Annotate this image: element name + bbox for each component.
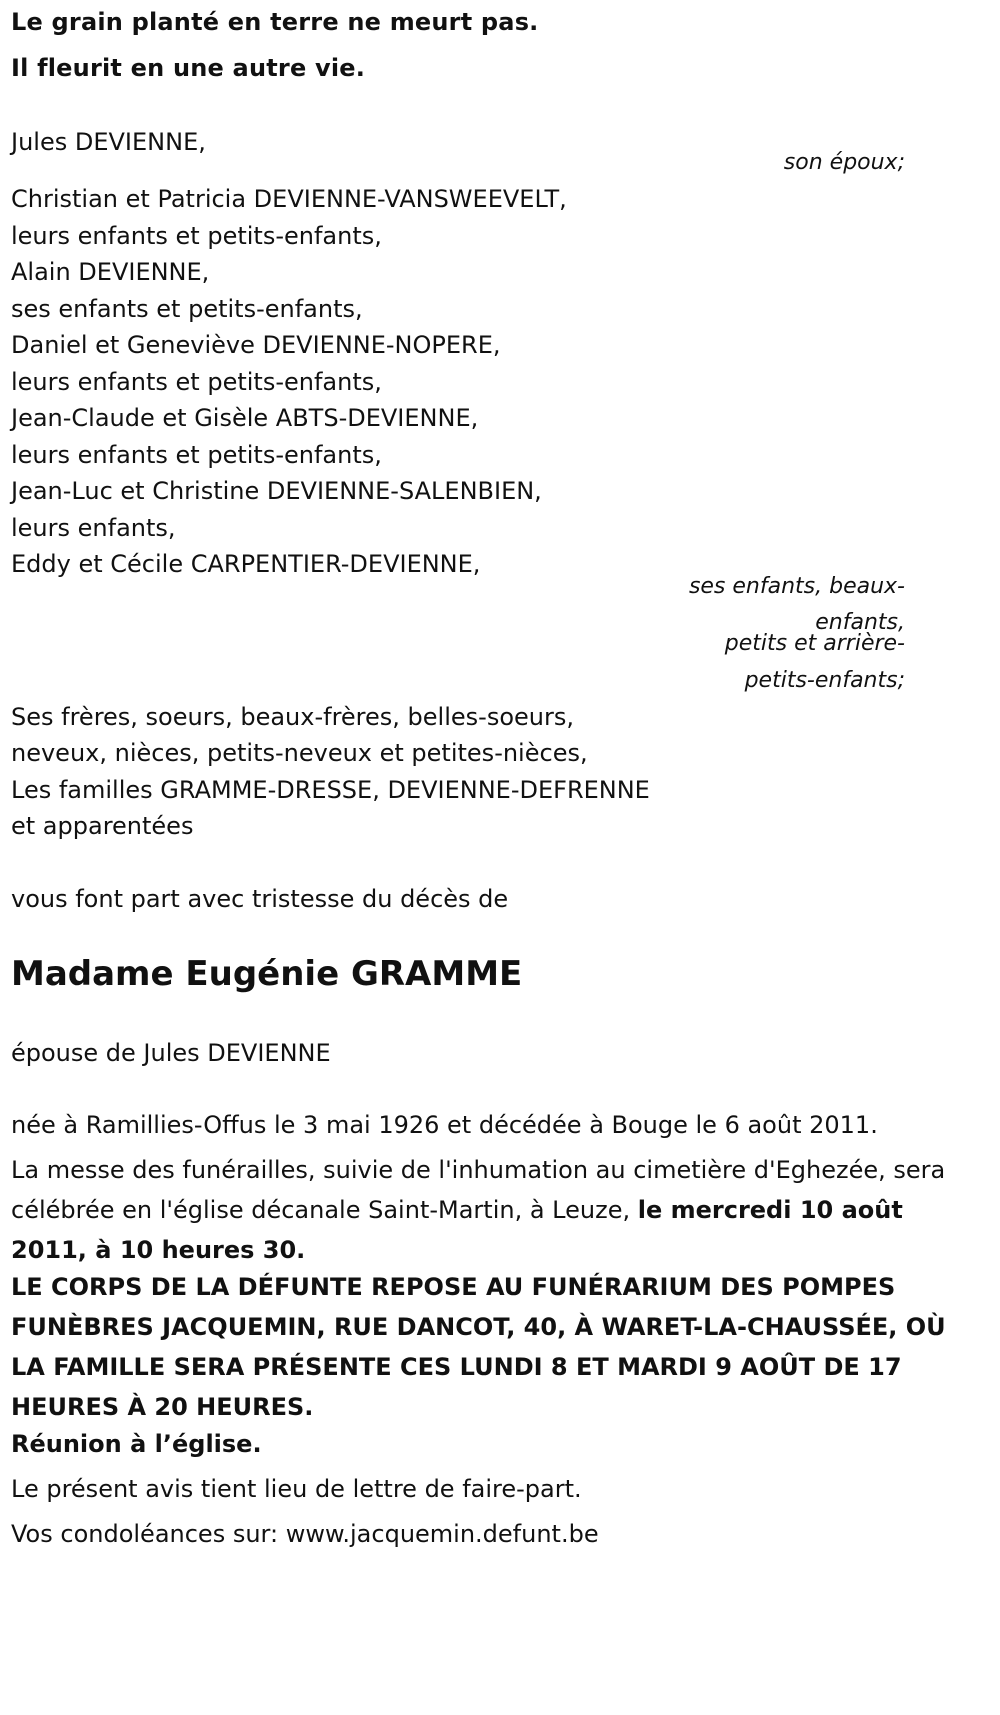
spouse-role: son époux;: [783, 150, 905, 175]
children-role-line-1: ses enfants, beaux-: [688, 574, 905, 599]
deceased-spouse-of: épouse de Jules DEVIENNE: [11, 1039, 331, 1067]
children-role-line-4: petits-enfants;: [744, 668, 905, 693]
children-line: Eddy et Cécile CARPENTIER-DEVIENNE,: [11, 550, 481, 578]
children-line: Jean-Claude et Gisèle ABTS-DEVIENNE,: [11, 404, 479, 432]
condolences-link[interactable]: Vos condoléances sur: www.jacquemin.defunt.be: [11, 1520, 599, 1548]
relatives-line: et apparentées: [11, 812, 194, 840]
children-line: leurs enfants,: [11, 514, 176, 542]
relatives-line: Ses frères, soeurs, beaux-frères, belles-soeurs,: [11, 703, 574, 731]
meeting-note: Réunion à l’église.: [11, 1430, 262, 1458]
relatives-line: neveux, nièces, petits-neveux et petites-nièces,: [11, 739, 588, 767]
children-line: Daniel et Geneviève DEVIENNE-NOPERE,: [11, 331, 501, 359]
faire-part-notice: Le présent avis tient lieu de lettre de faire-part.: [11, 1475, 582, 1503]
funeral-date: le mercredi 10 août 2011, à 10 heures 30.: [11, 1196, 903, 1264]
funeral-text: La messe des funérailles, suivie de l'inhumation au cimetière d'Eghezée, sera célébrée en l'église décanale Saint-Martin, à Leuze,: [11, 1156, 946, 1224]
children-line: leurs enfants et petits-enfants,: [11, 368, 382, 396]
children-line: ses enfants et petits-enfants,: [11, 295, 363, 323]
epigraph-line-1: Le grain planté en terre ne meurt pas.: [11, 8, 539, 36]
announcement: vous font part avec tristesse du décès de: [11, 885, 509, 913]
children-line: Jean-Luc et Christine DEVIENNE-SALENBIEN,: [11, 477, 542, 505]
funeral-paragraph: [11, 1150, 971, 1270]
children-line: Alain DEVIENNE,: [11, 258, 210, 286]
birth-death-dates: née à Ramillies-Offus le 3 mai 1926 et décédée à Bouge le 6 août 2011.: [11, 1111, 878, 1139]
children-role-line-2: enfants,: [815, 610, 905, 635]
spouse-name: Jules DEVIENNE,: [11, 128, 206, 156]
epigraph-line-2: Il fleurit en une autre vie.: [11, 54, 366, 82]
children-role-line-3: petits et arrière-: [724, 631, 905, 656]
children-line: Christian et Patricia DEVIENNE-VANSWEEVELT,: [11, 185, 567, 213]
children-line: leurs enfants et petits-enfants,: [11, 441, 382, 469]
deceased-name: Madame Eugénie GRAMME: [11, 954, 523, 994]
relatives-line: Les familles GRAMME-DRESSE, DEVIENNE-DEFRENNE: [11, 776, 650, 804]
funerarium-notice: LE CORPS DE LA DÉFUNTE REPOSE AU FUNÉRARIUM DES POMPES FUNÈBRES JACQUEMIN, RUE DANCOT, 40, À WARET-LA-CHAUSSÉE, OÙ LA FAMILLE SERA PRÉSENTE CES LUNDI 8 ET MARDI 9 AOÛT DE 17 HEURES À 20 HEURES.: [11, 1273, 946, 1421]
children-line: leurs enfants et petits-enfants,: [11, 222, 382, 250]
